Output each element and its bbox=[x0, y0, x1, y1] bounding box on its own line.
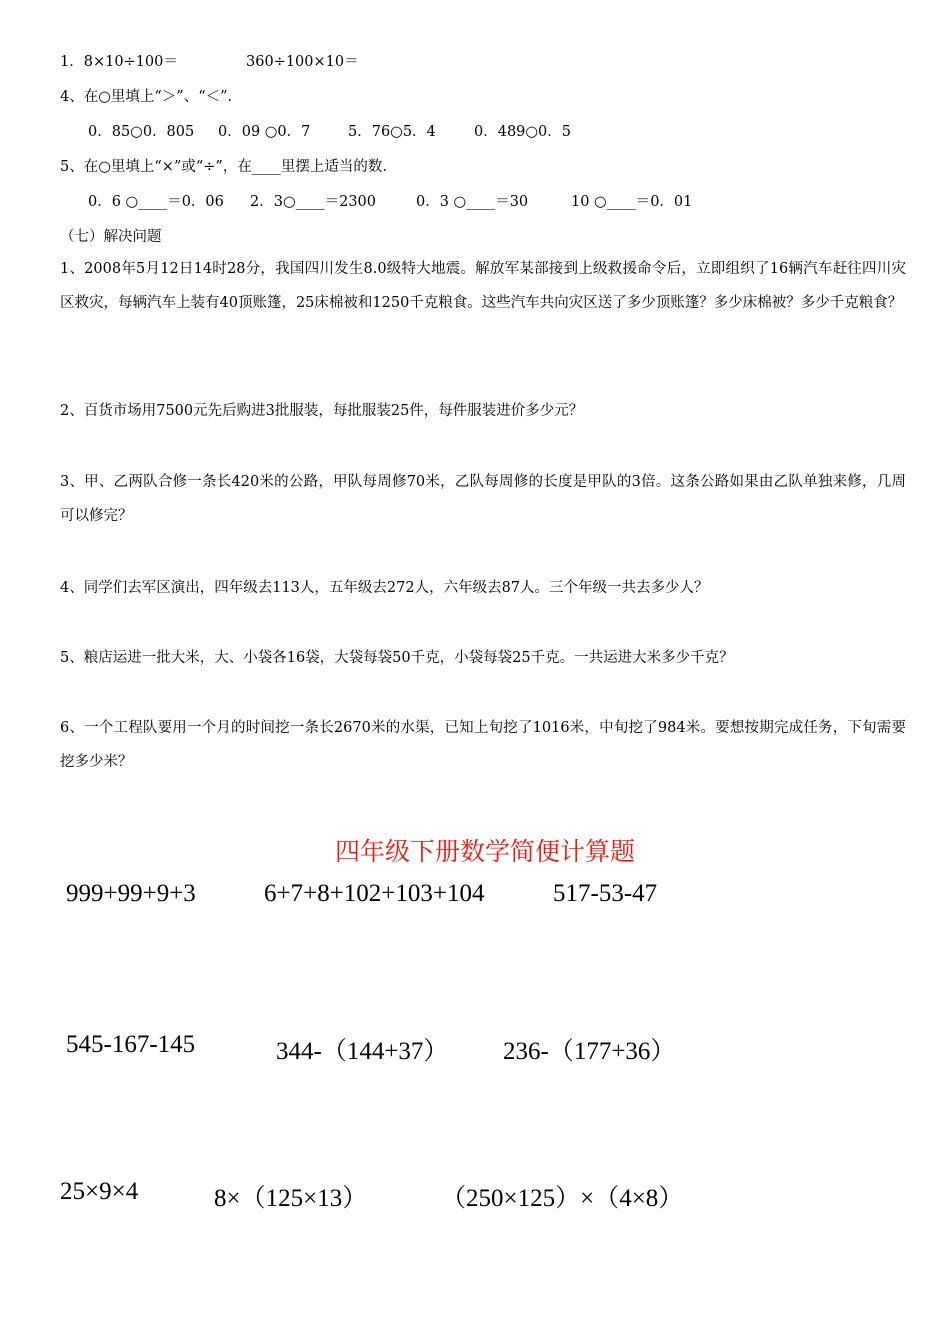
word-problem-6: 6、一个工程队要用一个月的时间挖一条长2670米的水渠，已知上旬挖了1016米，中旬挖了984米。要想按期完成任务，下旬需要挖多少米？ bbox=[60, 720, 906, 770]
expression: 517-53-47 bbox=[553, 880, 658, 907]
expression: 8×（125×13） bbox=[214, 1185, 368, 1212]
q4-item: 0．489○0．5 bbox=[474, 124, 572, 140]
section-title: 四年级下册数学简便计算题 bbox=[334, 837, 635, 866]
word-problem-2: 2、百货市场用7500元先后购进3批服装，每批服装25件，每件服装进价多少元？ bbox=[60, 403, 584, 419]
expression: 236-（177+36） bbox=[503, 1038, 676, 1065]
q4-title: 4、在○里填上“＞”、“＜”. bbox=[60, 89, 233, 105]
q5-title: 5、在○里填上“×”或“÷”，在____里摆上适当的数. bbox=[60, 159, 387, 175]
expression: 344-（144+37） bbox=[276, 1038, 449, 1065]
expression: 545-167-145 bbox=[66, 1031, 196, 1058]
q4-item: 0．85○0．805 bbox=[88, 124, 195, 140]
q5-item: 0．3 ○____＝30 bbox=[416, 194, 529, 210]
q5-item: 10 ○____＝0．01 bbox=[571, 194, 693, 210]
expression: 25×9×4 bbox=[60, 1178, 139, 1205]
word-problem-1: 1、2008年5月12日14时28分，我国四川发生8.0级特大地震。解放军某部接到上级救援命令后，立即组织了16辆汽车赶往四川灾区救灾，每辆汽车上装有40顶账篷，25床棉被和1250千克粮食。这些汽车共向灾区送了多少顶账篷？多少床棉被？多少千克粮食？ bbox=[60, 261, 906, 311]
word-problem-3: 3、甲、乙两队合修一条长420米的公路，甲队每周修70米，乙队每周修的长度是甲队的3倍。这条公路如果由乙队单独来修，几周可以修完？ bbox=[60, 474, 906, 524]
q4-item: 0．09 ○0．7 bbox=[218, 124, 311, 140]
expression: （250×125）×（4×8） bbox=[441, 1185, 684, 1212]
expression: 6+7+8+102+103+104 bbox=[264, 880, 485, 907]
word-problem-4: 4、同学们去军区演出，四年级去113人，五年级去272人，六年级去87人。三个年级一共去多少人？ bbox=[60, 580, 709, 596]
section-heading: （七）解决问题 bbox=[60, 229, 162, 245]
expression: 999+99+9+3 bbox=[66, 880, 196, 907]
calc-item-1b: 360÷100×10＝ bbox=[246, 54, 359, 70]
word-problem-5: 5、粮店运进一批大米，大、小袋各16袋，大袋每袋50千克，小袋每袋25千克。一共运进大米多少千克？ bbox=[60, 650, 734, 666]
q5-item: 0．6 ○____＝0．06 bbox=[88, 194, 224, 210]
q4-item: 5．76○5．4 bbox=[348, 124, 436, 140]
calc-item-1a: 1．8×10÷100＝ bbox=[60, 54, 178, 70]
q5-item: 2．3○____＝2300 bbox=[250, 194, 377, 210]
